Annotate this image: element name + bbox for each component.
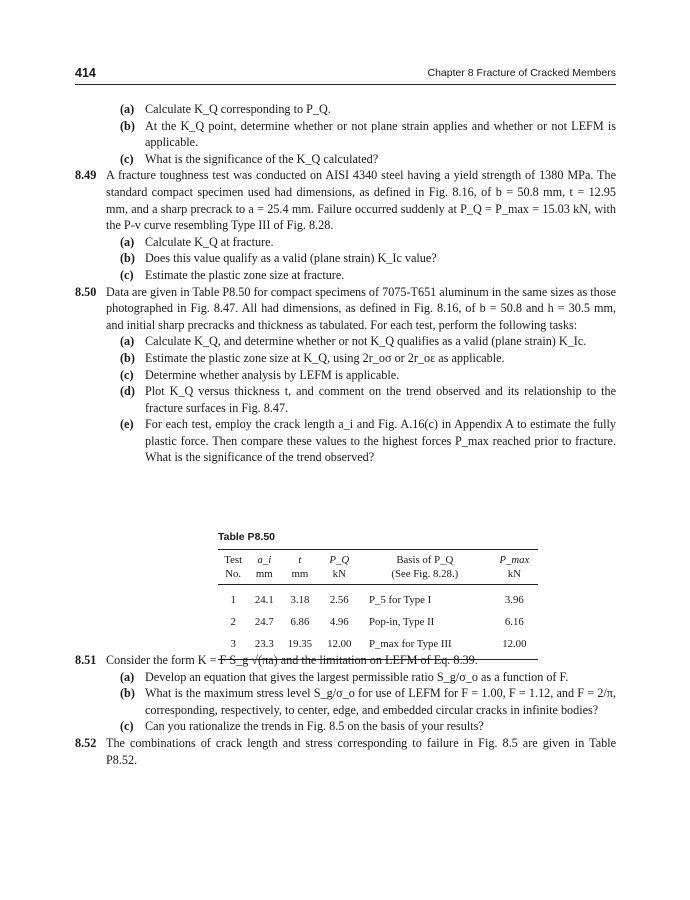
- problem-8-49-a: [75, 234, 616, 251]
- col-header: a_i: [248, 550, 280, 568]
- cell: 3.18: [290, 594, 310, 606]
- subitem-label: (b): [120, 686, 135, 701]
- problem-8-50-e: [75, 416, 616, 466]
- data-table: [218, 549, 538, 660]
- cell: 6.16: [504, 616, 524, 628]
- problem-8-49: [75, 167, 616, 233]
- problem-8-49-b: [75, 250, 616, 267]
- col-header: P_max: [491, 550, 538, 568]
- table-p8-50: [218, 531, 538, 660]
- subitem-label: (c): [120, 151, 134, 166]
- subitem-text: Plot K_Q versus thickness t, and comment on the trend observed and its relationship to the fracture surfaces in Fig. 8.47.: [145, 384, 616, 415]
- table-row: [218, 585, 538, 612]
- problems-upper: [75, 101, 616, 466]
- cell: 3: [218, 633, 248, 660]
- subitem-label: (c): [120, 267, 134, 282]
- cell: 6.86: [290, 616, 310, 628]
- cell: 4.96: [329, 616, 349, 628]
- subitem-label: (b): [120, 350, 135, 365]
- subitem-label: (a): [120, 334, 135, 349]
- subitem-text: Calculate K_Q, and determine whether or not K_Q qualifies as a valid (plane strain) K_Ic.: [145, 334, 587, 349]
- problem-8-50-a: [75, 333, 616, 350]
- problem-text: The combinations of crack length and stress corresponding to failure in Fig. 8.5 are given in Table P8.52.: [106, 735, 616, 767]
- problem-8-49-c: [75, 267, 616, 284]
- col-unit: (See Fig. 8.28.): [359, 567, 491, 585]
- col-header: Basis of P_Q: [359, 550, 491, 568]
- chapter-title: Chapter 8 Fracture of Cracked Members: [427, 67, 616, 79]
- cell: P_5 for Type I: [368, 594, 432, 606]
- problem-8-50: [75, 284, 616, 334]
- problem-8-50-d: [75, 383, 616, 416]
- subitem-label: (a): [120, 234, 135, 249]
- subitem-label: (c): [120, 367, 134, 382]
- problem-number: 8.52: [75, 735, 97, 750]
- cell: 2.56: [329, 594, 349, 606]
- table-caption: Table P8.50: [218, 531, 276, 543]
- problem-text: Data are given in Table P8.50 for compact specimens of 7075-T651 aluminum in the same sizes as those photographed in Fig. 8.47. All had dimensions, as defined in Fig. 8.16, of b = 50.8 and h = 30.5 mm, and initial sharp precracks and thickness as tabulated. For each test, perform the following tasks:: [106, 284, 616, 332]
- problems-lower: [75, 652, 616, 768]
- col-header: Test: [218, 550, 248, 568]
- problem-8-51-b: [75, 685, 616, 718]
- cell: 24.7: [254, 616, 274, 628]
- col-header: P_Q: [320, 550, 359, 568]
- subitem-text: At the K_Q point, determine whether or not plane strain applies and whether or not LEFM is applicable.: [145, 118, 616, 150]
- col-header: t: [280, 550, 319, 568]
- cell: 23.3: [248, 633, 280, 660]
- problem-8-50-b: [75, 350, 616, 367]
- col-unit: kN: [320, 567, 359, 585]
- subitem-text: Calculate K_Q corresponding to P_Q.: [145, 102, 331, 116]
- cell: P_max for Type III: [359, 633, 491, 660]
- col-unit: mm: [248, 567, 280, 585]
- cell: 19.35: [280, 633, 319, 660]
- subitem-text: Can you rationalize the trends in Fig. 8.5 on the basis of your results?: [145, 719, 484, 734]
- cell: 2: [230, 616, 236, 628]
- problem-8-50-c: [75, 367, 616, 384]
- page-header: [75, 66, 616, 82]
- problem-number: 8.50: [75, 284, 97, 299]
- problem-8-51: [75, 652, 616, 669]
- cell: 3.96: [504, 594, 524, 606]
- problem-number: 8.51: [75, 653, 97, 667]
- problem-number: 8.49: [75, 168, 97, 183]
- subitem-text: What is the maximum stress level S_g/σ_o for use of LEFM for F = 1.00, F = 1.12, and F = 2/π, corresponding, respectively, to center, edge, and embedded circular cracks in infinite bodies?: [145, 686, 616, 717]
- subitem-label: (b): [120, 251, 135, 266]
- subitem-a-prev: [75, 101, 616, 118]
- subitem-text: Determine whether analysis by LEFM is applicable.: [145, 367, 400, 382]
- problem-8-52: [75, 735, 616, 768]
- cell: 12.00: [320, 633, 359, 660]
- col-unit: kN: [491, 567, 538, 585]
- subitem-b-prev: [75, 118, 616, 151]
- subitem-label: (c): [120, 719, 134, 734]
- subitem-text: Estimate the plastic zone size at fracture.: [145, 267, 345, 282]
- subitem-label: (d): [120, 384, 135, 399]
- subitem-label: (a): [120, 102, 135, 116]
- subitem-label: (a): [120, 669, 135, 684]
- header-rule: [75, 84, 616, 85]
- col-unit: mm: [280, 567, 319, 585]
- subitem-text: Does this value qualify as a valid (plane strain) K_Ic value?: [145, 251, 437, 266]
- page-number: 414: [75, 66, 96, 80]
- subitem-text: Calculate K_Q at fracture.: [145, 234, 274, 249]
- problem-text: Consider the form K = F S_g √(πa) and the limitation on LEFM of Eq. 8.39.: [106, 653, 478, 667]
- subitem-text: What is the significance of the K_Q calculated?: [145, 151, 379, 166]
- cell: 24.1: [254, 594, 274, 606]
- cell: Pop-in, Type II: [368, 616, 435, 628]
- table-row: [218, 611, 538, 633]
- col-unit: No.: [218, 567, 248, 585]
- cell: 1: [230, 594, 236, 606]
- subitem-c-prev: [75, 151, 616, 168]
- subitem-label: (b): [120, 118, 135, 133]
- subitem-text: For each test, employ the crack length a_i and Fig. A.16(c) in Appendix A to estimate the fully plastic force. Then compare these values to the highest forces P_max reached prior to fracture. What is the significance of the trend observed?: [145, 417, 616, 465]
- subitem-text: Estimate the plastic zone size at K_Q, using 2r_oσ or 2r_oε as applicable.: [145, 350, 505, 365]
- problem-8-51-a: [75, 669, 616, 686]
- cell: 12.00: [491, 633, 538, 660]
- subitem-label: (e): [120, 417, 134, 432]
- problem-8-51-c: [75, 718, 616, 735]
- subitem-text: Develop an equation that gives the largest permissible ratio S_g/σ_o as a function of F.: [145, 669, 569, 684]
- problem-text: A fracture toughness test was conducted on AISI 4340 steel having a yield strength of 1380 MPa. The standard compact specimen used had dimensions, as defined in Fig. 8.16, of b = 50.8 mm, t = 12.95 mm, and a sharp precrack to a = 25.4 mm. Failure occurred suddenly at P_Q = P_max = 15.03 kN, with the P-v curve resembling Type III of Fig. 8.28.: [106, 168, 616, 233]
